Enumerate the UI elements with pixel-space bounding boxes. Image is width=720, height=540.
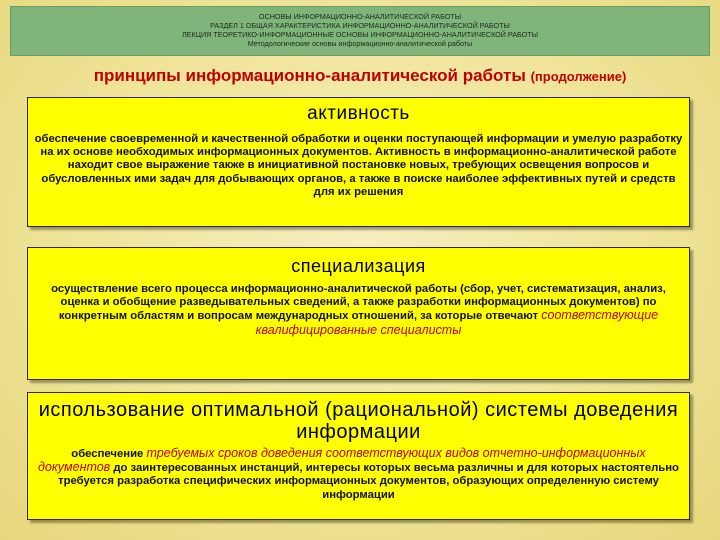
activity-heading: активность bbox=[307, 103, 410, 124]
page-title bbox=[0, 66, 720, 86]
optimal-highlight: требуемых сроков доведения соответствующих видов отчетно-информационных документов bbox=[38, 446, 646, 475]
optimal-text-block bbox=[28, 447, 689, 502]
principle-optimal-box bbox=[27, 392, 690, 520]
header-line-3: ЛЕКЦИЯ ТЕОРЕТИКО-ИНФОРМАЦИОННЫЕ ОСНОВЫ ИНФОРМАЦИОННО-АНАЛИТИЧЕСКОЙ РАБОТЫ bbox=[181, 30, 539, 39]
activity-text: обеспечение своевременной и качественной обработки и оценки поступающей информации и умелую разработку на их основе необходимых информационных документов. Активность в информационно-аналитической работе находит свое выражение также в инициативной постановке новых, требующих освещения вопросов и обусловленных ими задач для добывающих органов, а также в поиске наиболее эффективных путей и средств для их решения bbox=[34, 133, 683, 198]
principle-specialization-box bbox=[27, 247, 690, 380]
optimal-text-end: до заинтересованных инстанций, интересы которых весьма различны и для которых настоятельно требуется разработка специфических информационных документов, образующих определенную систему информации bbox=[58, 462, 679, 501]
header-line-2: РАЗДЕЛ 1 ОБЩАЯ ХАРАКТЕРИСТИКА ИНФОРМАЦИОННО-АНАЛИТИЧЕСКОЙ РАБОТЫ bbox=[210, 21, 510, 30]
page-title-sub: (продолжение) bbox=[530, 69, 627, 84]
optimal-heading: использование оптимальной (рациональной) системы доведения информации bbox=[38, 399, 679, 443]
specialization-text-block bbox=[28, 283, 689, 338]
optimal-text-start: обеспечение bbox=[71, 448, 144, 460]
header-line-4: Методологические основы информационно-аналитической работы bbox=[247, 39, 473, 48]
specialization-highlight: соответствующие квалифицированные специалисты bbox=[255, 308, 659, 337]
principle-activity-box bbox=[27, 97, 690, 227]
header-band bbox=[10, 6, 710, 56]
specialization-text: осуществление всего процесса информационно-аналитической работы (сбор, учет, систематизация, анализ, оценка и обобщение разведывательных сведений, а также разработки информационных документов) по конкретным областям и вопросам международных отношений, за которые отвечают bbox=[51, 283, 666, 323]
specialization-heading: специализация bbox=[291, 256, 426, 276]
header-line-1: ОСНОВЫ ИНФОРМАЦИОННО-АНАЛИТИЧЕСКОЙ РАБОТЫ bbox=[258, 12, 462, 21]
page-title-main: принципы информационно-аналитической работы bbox=[93, 66, 526, 85]
